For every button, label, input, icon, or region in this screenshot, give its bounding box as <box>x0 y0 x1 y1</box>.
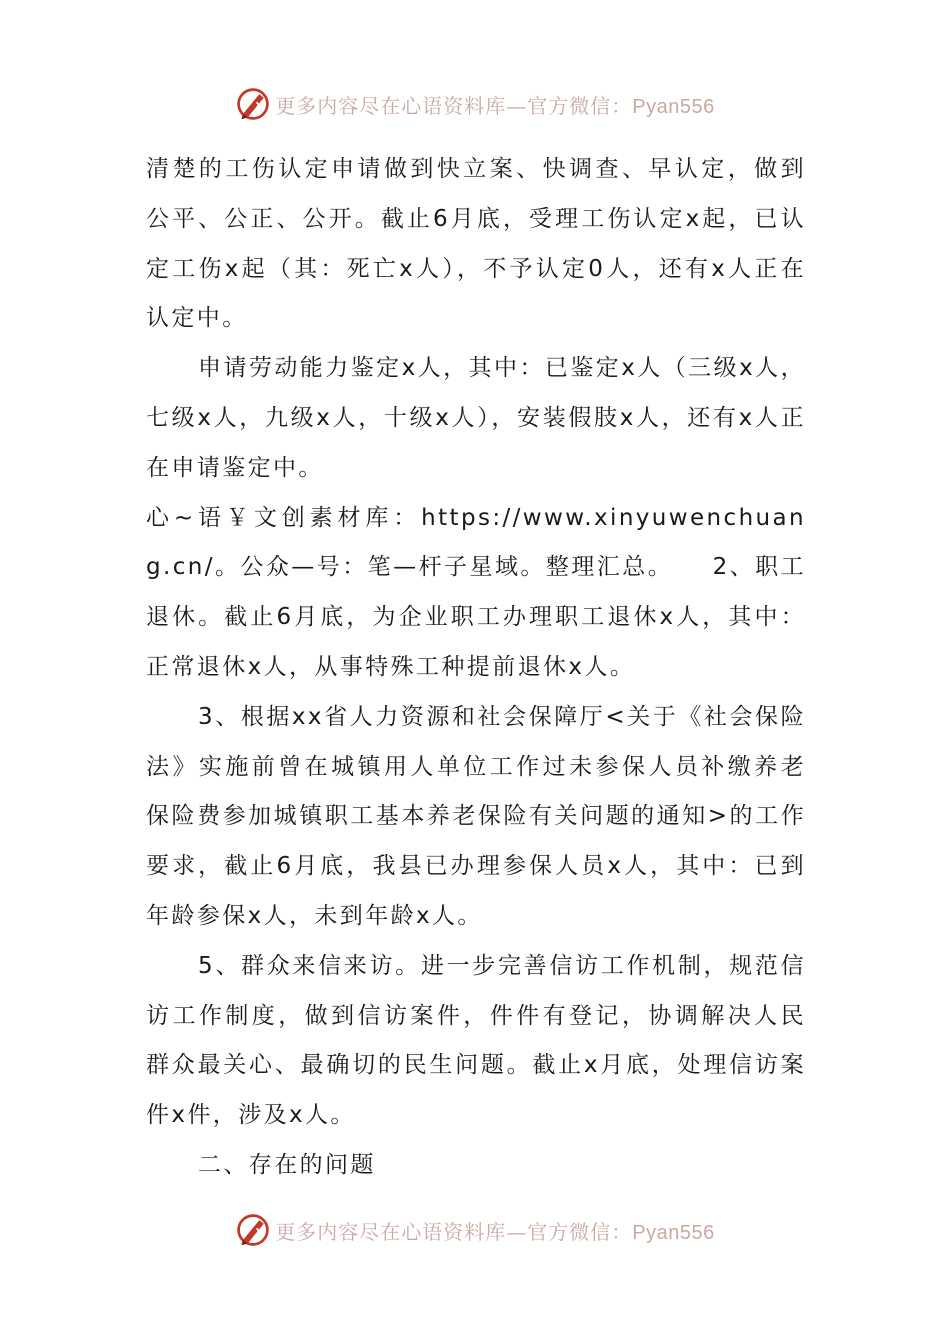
pen-logo-icon <box>235 1212 271 1248</box>
header-wechat-id: Pyan556 <box>632 95 715 118</box>
footer-banner-text: 更多内容尽在心语资料库—官方微信： <box>275 1219 633 1244</box>
footer-banner <box>0 1210 950 1250</box>
paragraph-insurance: 3、根据xx省人力资源和社会保障厅<关于《社会保险法》实施前曾在城镇用人单位工作过未参保人员补缴养老保险费参加城镇职工基本养老保险有关问题的通知>的工作要求，截止6月底，我县已办理参保人员x人，其中：已到年龄参保x人，未到年龄x人。 <box>146 703 806 929</box>
paragraph-work-injury: 清楚的工伤认定申请做到快立案、快调查、早认定，做到公平、公正、公开。截止6月底，受理工伤认定x起，已认定工伤x起（其：死亡x人），不予认定0人，还有x人正在认定中。 <box>146 156 806 332</box>
header-banner <box>0 84 950 124</box>
paragraph-retirement: 心~语￥文创素材库：https://www.xinyuwenchuang.cn/。公众—号：笔—杆子星域。整理汇总。 2、职工退休。截止6月底，为企业职工办理职工退休x人，其中：正常退休x人，从事特殊工种提前退休x人。 <box>146 504 806 680</box>
pen-logo-icon <box>235 86 271 122</box>
header-banner-text: 更多内容尽在心语资料库—官方微信： <box>275 93 633 118</box>
document-body <box>146 145 806 1191</box>
paragraph-labor-appraisal: 申请劳动能力鉴定x人，其中：已鉴定x人（三级x人，七级x人，九级x人，十级x人），安装假肢x人，还有x人正在申请鉴定中。 <box>146 355 806 481</box>
section-heading-problems: 二、存在的问题 <box>198 1151 376 1178</box>
footer-wechat-id: Pyan556 <box>632 1221 715 1244</box>
paragraph-petitions: 5、群众来信来访。进一步完善信访工作机制，规范信访工作制度，做到信访案件，件件有登记，协调解决人民群众最关心、最确切的民生问题。截止x月底，处理信访案件x件，涉及x人。 <box>146 952 806 1129</box>
